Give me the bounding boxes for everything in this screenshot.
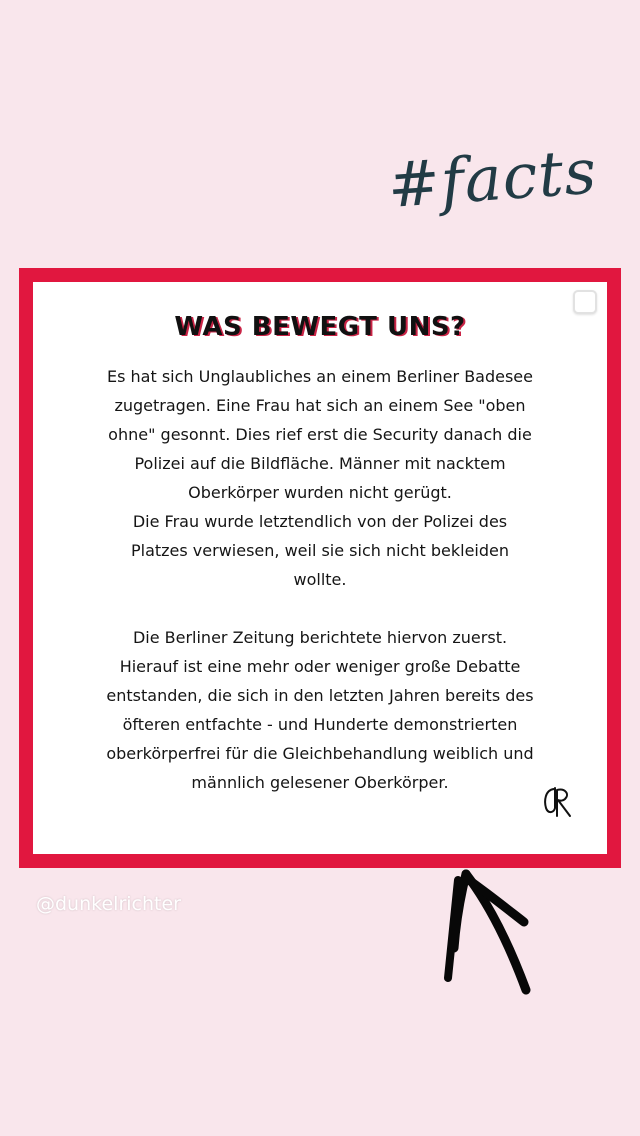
post-body: [75, 362, 565, 797]
facts-hashtag-sticker[interactable]: #facts: [385, 134, 600, 222]
post-paragraph: Die Berliner Zeitung berichtete hiervon zuerst. Hierauf ist eine mehr oder weniger große Debatte entstanden, die sich in den letzten Jahren bereits des öfteren entfachte - und Hunderte demonstrierten oberkörperfrei für die Gleichbehandlung weiblich und männlich gelesener Oberkörper.: [106, 628, 534, 792]
post-paragraph: Es hat sich Unglaubliches an einem Berliner Badesee zugetragen. Eine Frau hat sich an einem See "oben ohne" gesonnt. Dies rief erst die Security danach die Polizei auf die Bildfläche. Männer mit nacktem Oberkörper wurden nicht gerügt. Die Frau wurde letztendlich von der Polizei des Platzes verwiesen, weil sie sich nicht bekleiden wollte.: [106, 367, 533, 589]
dr-monogram-icon: [541, 784, 575, 818]
post-title: WAS BEWEGT UNS?: [174, 312, 466, 342]
hand-drawn-arrow-icon: [436, 860, 546, 1000]
checkbox-icon[interactable]: [573, 290, 597, 314]
post-card[interactable]: [19, 268, 621, 868]
username-handle[interactable]: @dunkelrichter: [36, 893, 181, 915]
